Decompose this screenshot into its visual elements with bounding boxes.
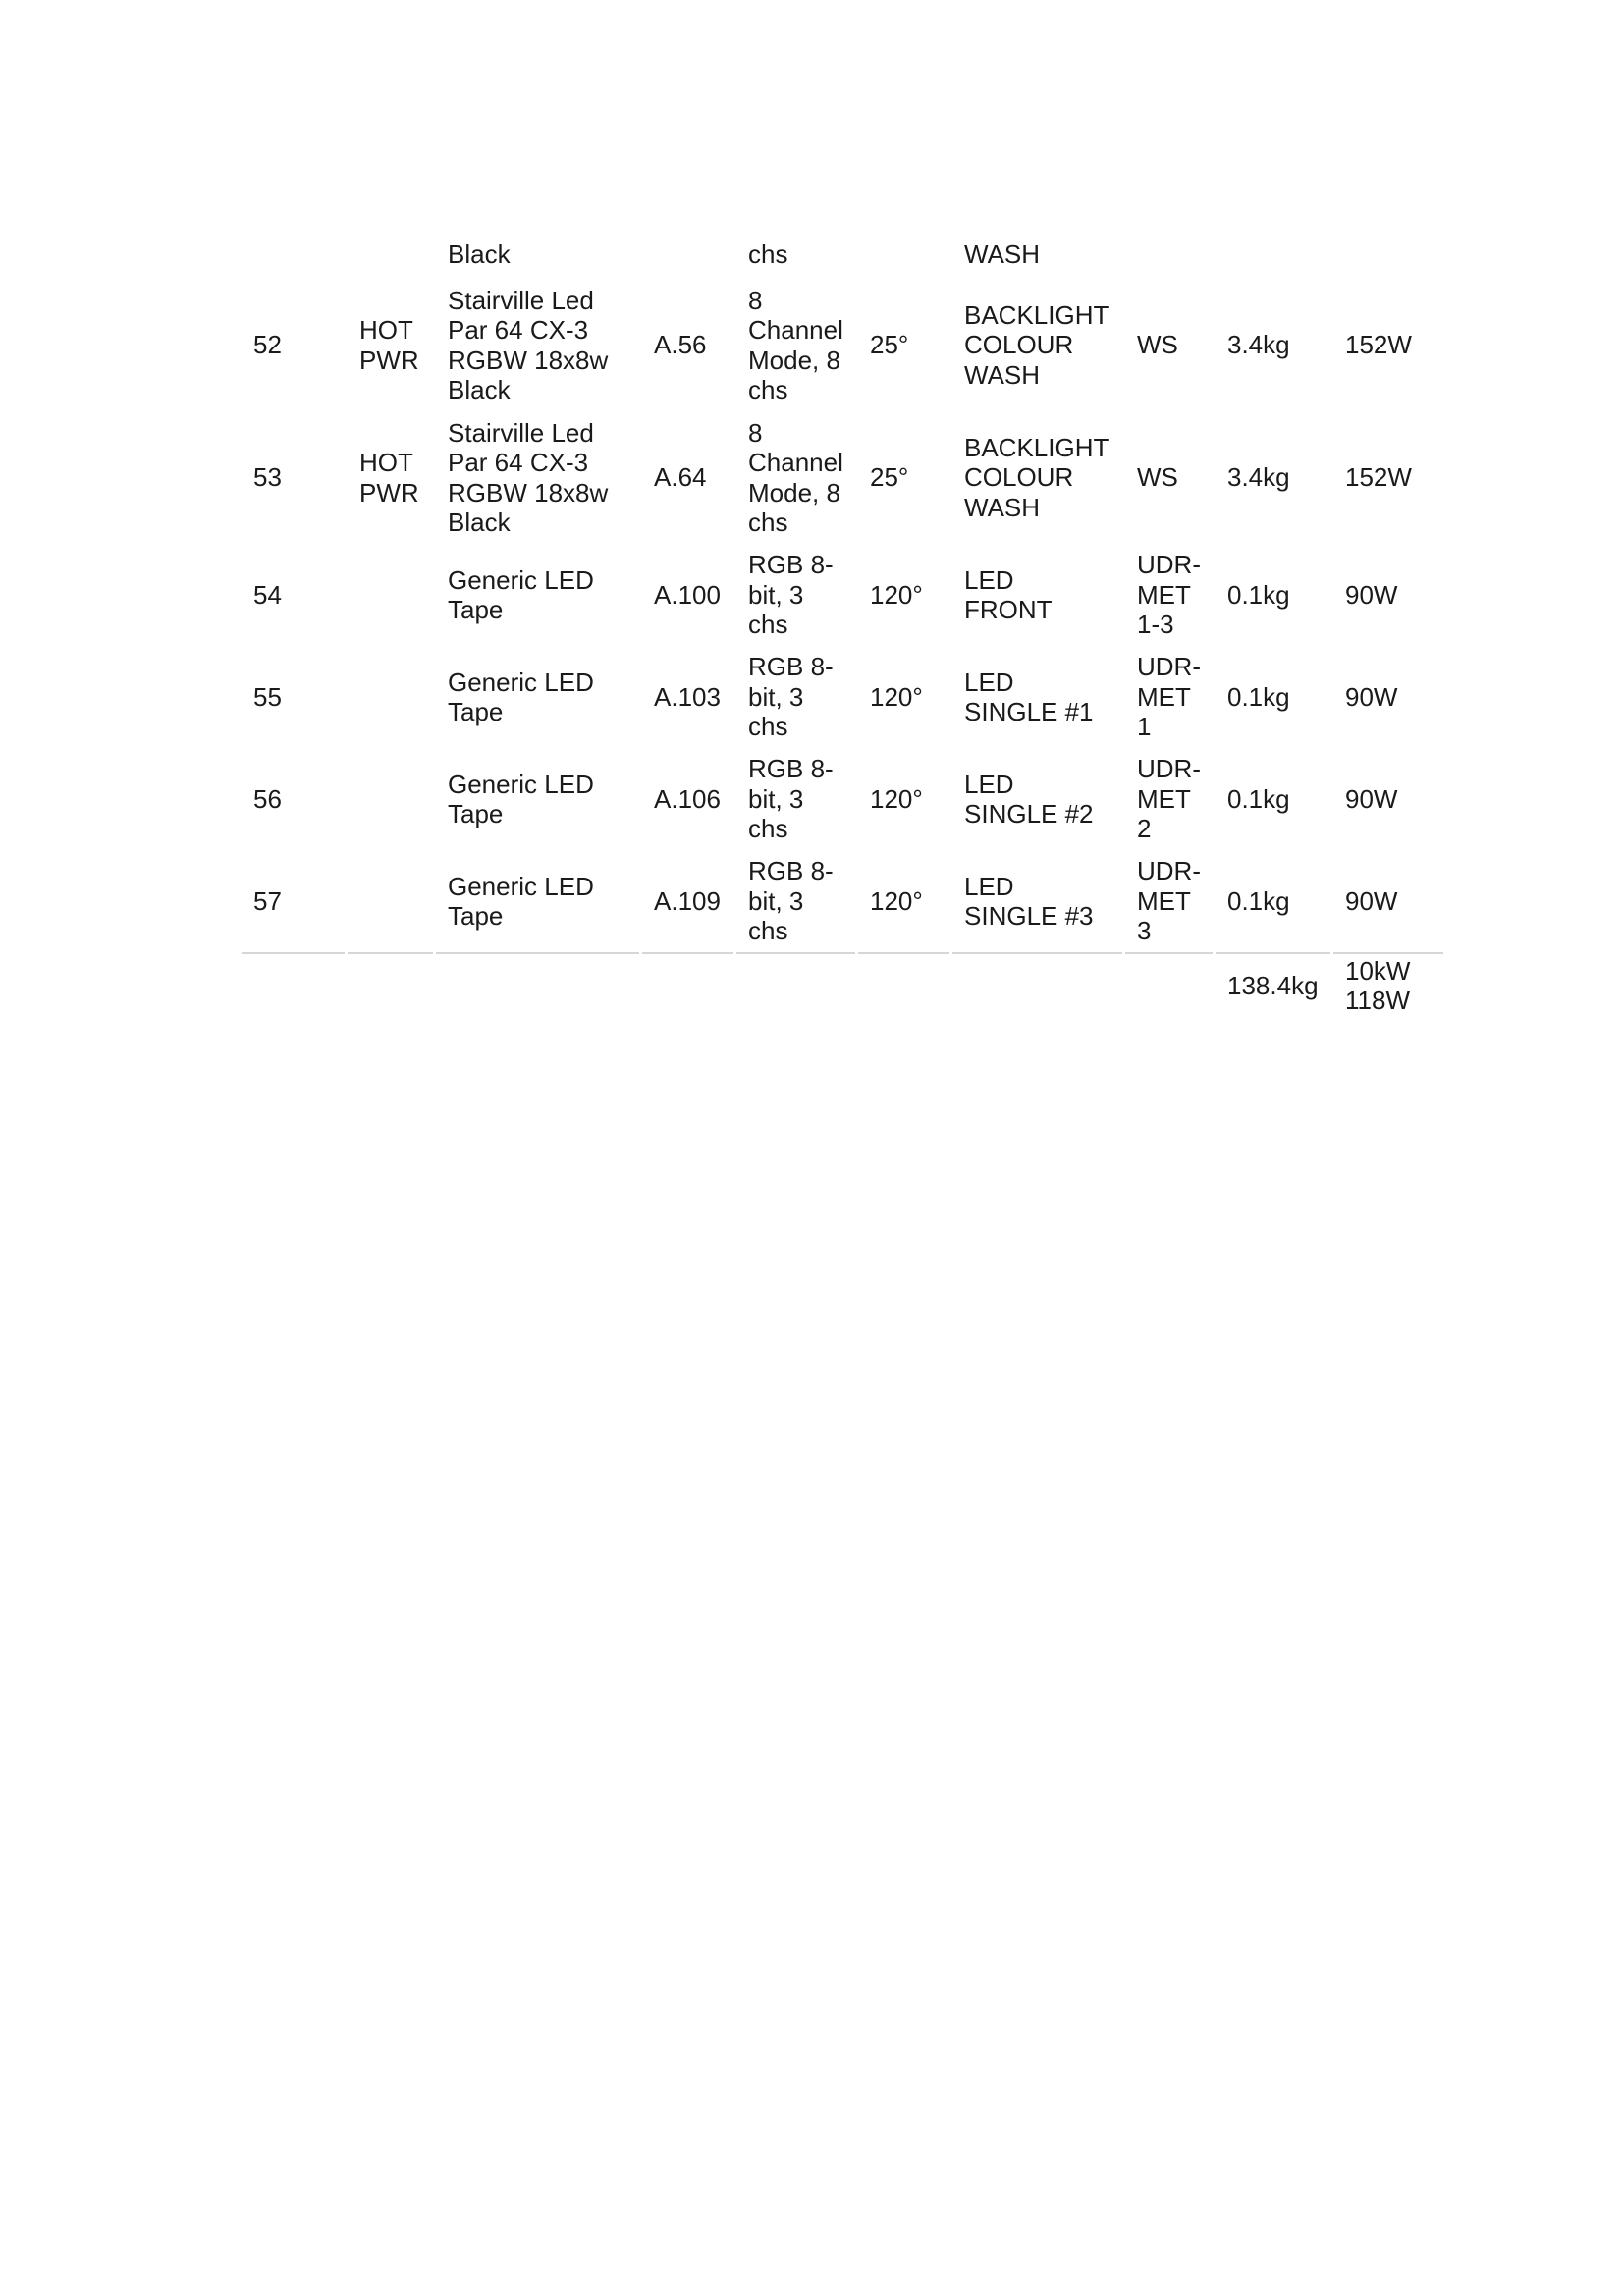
totals-row (242, 952, 1443, 1017)
totals-cell-empty (736, 952, 855, 1017)
cell-position: UDR- MET 3 (1137, 856, 1201, 946)
cell-purpose: LED SINGLE #3 (964, 871, 1094, 931)
cell-beam-angle: 120° (870, 681, 923, 712)
cell-power-source: HOT PWR (359, 448, 419, 507)
cell-weight: 3.4kg (1227, 462, 1290, 493)
cell-position: UDR- MET 1 (1137, 652, 1201, 742)
cell-position: WS (1137, 462, 1178, 493)
cell-beam-angle: 120° (870, 579, 923, 610)
cell-power: 90W (1345, 783, 1398, 814)
cell-fixture: Generic LED Tape (448, 871, 594, 931)
cell-weight: 0.1kg (1227, 885, 1290, 916)
table-row (242, 279, 1443, 411)
fixture-schedule-table (242, 240, 1443, 1017)
totals-cell-empty (642, 952, 733, 1017)
totals-cell-empty (952, 952, 1122, 1017)
cell-power: 152W (1345, 462, 1412, 493)
cell-mode: RGB 8- bit, 3 chs (748, 856, 834, 946)
total-power: 10kW 118W (1333, 952, 1443, 1017)
totals-cell-empty (436, 952, 639, 1017)
cell-beam-angle: 25° (870, 330, 909, 360)
cell-weight: 0.1kg (1227, 579, 1290, 610)
cell-position: UDR- MET 1-3 (1137, 550, 1201, 640)
cell-fixture: Stairville Led Par 64 CX-3 RGBW 18x8w Black (448, 417, 609, 537)
cell-fixture: Stairville Led Par 64 CX-3 RGBW 18x8w Black (448, 285, 609, 404)
cell-address: A.109 (654, 885, 721, 916)
cell-address: A.56 (654, 330, 707, 360)
cell-mode: RGB 8- bit, 3 chs (748, 652, 834, 742)
cell-beam-angle: 120° (870, 885, 923, 916)
cell-mode: 8 Channel Mode, 8 chs (748, 417, 843, 537)
cell-beam-angle: 120° (870, 783, 923, 814)
cell-channel: 57 (253, 885, 282, 916)
cell-mode: chs (748, 240, 788, 269)
cell-fixture: Generic LED Tape (448, 667, 594, 726)
cell-fixture: Generic LED Tape (448, 769, 594, 828)
cell-power: 90W (1345, 579, 1398, 610)
total-weight: 138.4kg (1216, 952, 1330, 1017)
cell-channel: 53 (253, 462, 282, 493)
cell-purpose: LED FRONT (964, 564, 1053, 624)
cell-weight: 0.1kg (1227, 783, 1290, 814)
cell-weight: 3.4kg (1227, 330, 1290, 360)
cell-mode: 8 Channel Mode, 8 chs (748, 285, 843, 404)
cell-fixture: Black (448, 240, 511, 269)
cell-purpose: BACKLIGHT COLOUR WASH (964, 432, 1109, 522)
table-row (242, 646, 1443, 748)
cell-channel: 54 (253, 579, 282, 610)
table-row (242, 544, 1443, 646)
cell-purpose: LED SINGLE #2 (964, 769, 1094, 828)
cell-channel: 52 (253, 330, 282, 360)
cell-power: 90W (1345, 681, 1398, 712)
cell-beam-angle: 25° (870, 462, 909, 493)
cell-purpose: WASH (964, 240, 1041, 269)
totals-cell-empty (858, 952, 949, 1017)
cell-address: A.106 (654, 783, 721, 814)
cell-mode: RGB 8- bit, 3 chs (748, 754, 834, 844)
totals-cell-empty (348, 952, 433, 1017)
cell-power: 152W (1345, 330, 1412, 360)
cell-power-source: HOT PWR (359, 315, 419, 375)
cell-purpose: BACKLIGHT COLOUR WASH (964, 299, 1109, 390)
cell-position: UDR- MET 2 (1137, 754, 1201, 844)
table-row (242, 411, 1443, 544)
table-row (242, 748, 1443, 850)
cell-channel: 56 (253, 783, 282, 814)
cell-purpose: LED SINGLE #1 (964, 667, 1094, 726)
cell-power: 90W (1345, 885, 1398, 916)
totals-cell-empty (242, 952, 345, 1017)
cell-address: A.103 (654, 681, 721, 712)
cell-weight: 0.1kg (1227, 681, 1290, 712)
totals-cell-empty (1125, 952, 1213, 1017)
cell-mode: RGB 8- bit, 3 chs (748, 550, 834, 640)
table-row-continuation (242, 240, 1443, 279)
cell-address: A.100 (654, 579, 721, 610)
cell-address: A.64 (654, 462, 707, 493)
cell-fixture: Generic LED Tape (448, 564, 594, 624)
table-row (242, 850, 1443, 952)
cell-channel: 55 (253, 681, 282, 712)
cell-position: WS (1137, 330, 1178, 360)
